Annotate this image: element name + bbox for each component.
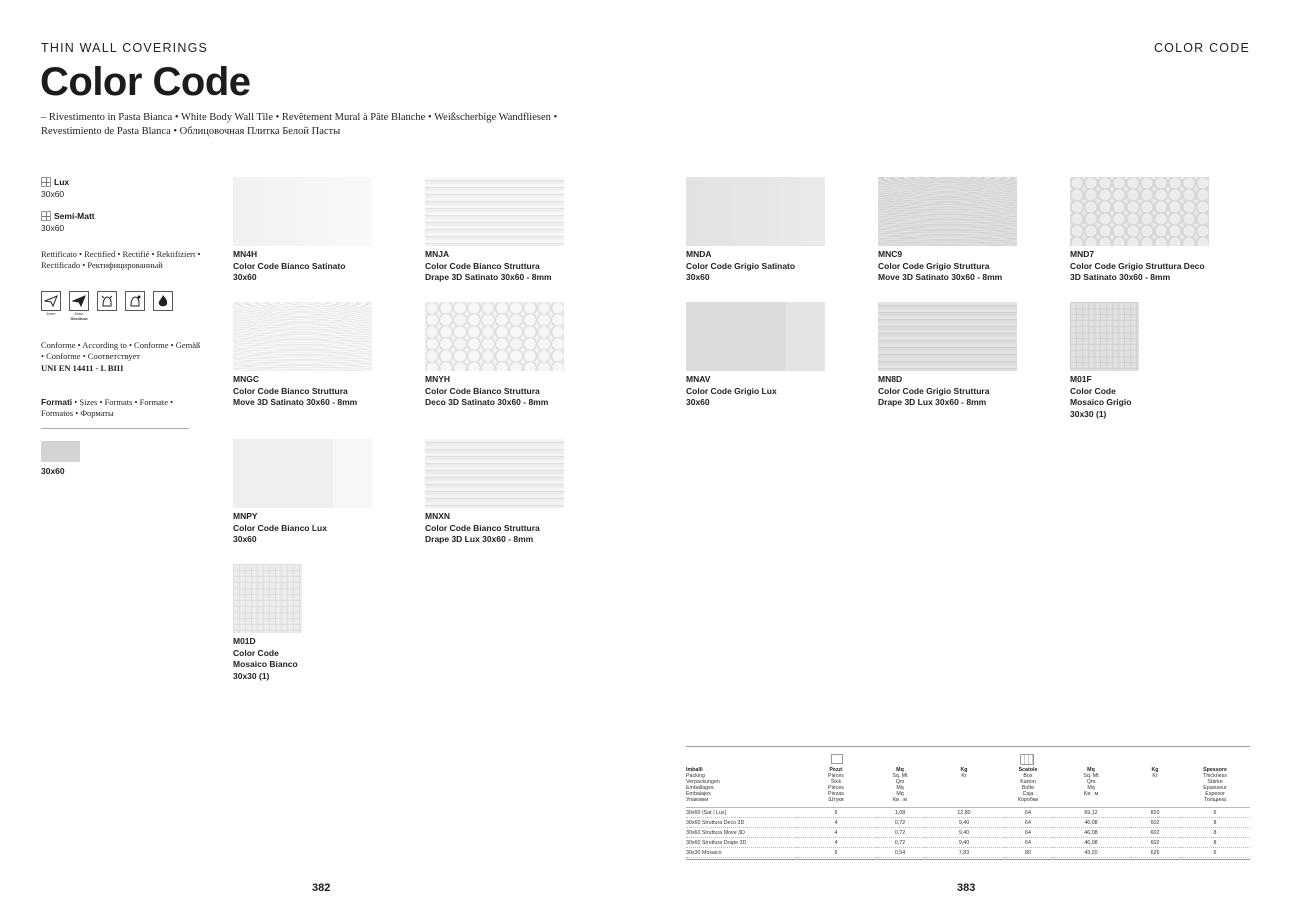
product-desc: 30x60 [686, 272, 710, 282]
table-cell: 4 [796, 828, 876, 838]
product-card[interactable] [233, 564, 302, 682]
table-cell: 30x30 Mosaico [686, 848, 796, 858]
tile-swatch [1070, 302, 1139, 371]
table-cell: 43,20 [1052, 848, 1130, 858]
header-sub: Mq [1087, 785, 1095, 791]
header-cell [924, 767, 1004, 803]
finish-name: Semi-Matt [54, 211, 95, 221]
product-card[interactable] [878, 302, 1017, 409]
product-desc: Color Code Grigio Struttura Deco [1070, 260, 1205, 271]
format-swatch-label: 30x60 [41, 466, 65, 476]
page-subtitle: – Rivestimento in Pasta Bianca • White Body Wall Tile • Revêtement Mural à Pâte Blanche • Weißscherbige Wandfliesen • Revestimiento de Pasta Blanca • Облицовочная Плитка Белой Пасты [41, 112, 558, 137]
table-cell: 9,40 [924, 828, 1004, 838]
header-sub: Thickness [1203, 773, 1227, 779]
product-code: MNAV [686, 374, 711, 384]
product-card[interactable] [878, 177, 1017, 284]
product-code: MNYH [425, 374, 451, 384]
page-number-right: 383 [957, 882, 976, 894]
header-sub: Verpackungen [686, 779, 720, 785]
header-sub: Qm [895, 779, 905, 785]
feature-icons [41, 291, 173, 321]
table-cell: 820 [1130, 808, 1180, 818]
product-card[interactable] [1070, 302, 1139, 420]
product-card[interactable] [233, 439, 372, 546]
tile-swatch [686, 302, 825, 371]
header-sub: Packing [686, 773, 705, 779]
header-sub: Boîte [1021, 785, 1035, 791]
product-card[interactable] [686, 302, 825, 409]
finish-icon [41, 177, 51, 187]
header-cell [1180, 767, 1250, 803]
table-cell: 64 [1004, 838, 1052, 848]
table-cell: 30x60 (Sat / Lux) [686, 808, 796, 818]
product-card[interactable] [425, 439, 564, 546]
tile-swatch [425, 439, 564, 508]
finish-size: 30x60 [41, 189, 65, 199]
finish-size: 30x60 [41, 223, 65, 233]
header-sub: Коробки [1017, 797, 1039, 803]
product-desc: Move 3D Satinato 30x60 - 8mm [233, 397, 358, 407]
table-cell: 6 [1180, 808, 1250, 818]
table-top-rule [686, 746, 1250, 747]
table-cell: 6 [796, 808, 876, 818]
icon-subcaption: Struttura [70, 316, 88, 321]
product-desc: Color Code Grigio Struttura [878, 260, 990, 271]
table-cell: 602 [1130, 828, 1180, 838]
product-desc: Drape 3D Lux 30x60 - 8mm [878, 397, 987, 407]
header-cell [876, 767, 924, 803]
product-code: MNXN [425, 511, 451, 521]
tile-swatch [878, 302, 1017, 371]
product-desc: 30x60 [686, 397, 710, 407]
product-desc: Color Code Grigio Satinato [686, 260, 796, 271]
box-pack-icon [1020, 754, 1034, 765]
table-cell: 6 [796, 848, 876, 858]
header-main: Scatole [1018, 767, 1038, 773]
product-desc: Color Code Bianco Struttura [425, 522, 540, 533]
product-desc: Color Code Grigio Struttura [878, 385, 990, 396]
header-cell [1052, 767, 1130, 803]
table-cell: 7,83 [924, 848, 1004, 858]
format-swatch [41, 441, 80, 462]
table-cell: 8 [1180, 828, 1250, 838]
table-cell: 30x60 Struttura Drape 3D [686, 838, 796, 848]
header-cell [796, 767, 876, 803]
product-desc: Drape 3D Satinato 30x60 - 8mm [425, 272, 552, 282]
product-desc: 30x60 [233, 534, 257, 544]
product-desc: 30x30 (1) [233, 670, 270, 681]
header-main: Kg [960, 767, 968, 773]
header-sub: Sq. Mt [892, 773, 908, 779]
product-desc: Color Code Bianco Struttura [425, 260, 540, 271]
fire-resistance-icon [153, 291, 173, 311]
table-cell: 64 [1004, 808, 1052, 818]
header-sub: Stärke [1207, 779, 1223, 785]
table-cell: 80 [1004, 848, 1052, 858]
product-card[interactable] [233, 302, 372, 409]
section-label-right: COLOR CODE [1153, 41, 1250, 55]
norm-text: UNI EN 14411 - L BIII [41, 363, 124, 373]
finish-lux [41, 177, 69, 199]
product-card[interactable] [686, 177, 825, 284]
product-desc: Deco 3D Satinato 30x60 - 8mm [425, 397, 549, 407]
product-code: MND7 [1070, 249, 1095, 259]
table-cell: 12,80 [924, 808, 1004, 818]
table-cell: 0,54 [876, 848, 924, 858]
formats-rest: • Sizes • Formats • Formate • Formatos • Форматы [41, 397, 174, 418]
product-desc: 3D Satinato 30x60 - 8mm [1070, 272, 1171, 282]
table-cell: 9,40 [924, 838, 1004, 848]
header-sub: Stck [830, 779, 842, 785]
product-desc: 30x60 [233, 272, 257, 282]
header-main: Pezzi [829, 767, 843, 773]
icon-caption: 6mm [46, 311, 56, 316]
table-cell: 4 [796, 838, 876, 848]
table-cell: 1,08 [876, 808, 924, 818]
header-sub: Упаковки [686, 797, 709, 803]
product-desc: Move 3D Satinato 30x60 - 8mm [878, 272, 1003, 282]
header-sub: Штуки [828, 797, 844, 803]
product-desc: Mosaico Grigio [1070, 397, 1132, 407]
header-cell [1130, 767, 1180, 803]
header-sub: Kr [1152, 773, 1158, 779]
header-sub: Embalajes [686, 791, 711, 797]
product-card[interactable] [425, 302, 564, 409]
table-header-row [686, 767, 1250, 803]
product-desc: Color Code Bianco Struttura [233, 385, 348, 396]
table-cell: 8 [1180, 818, 1250, 828]
tile-swatch [1070, 177, 1209, 246]
header-sub: Piezas [828, 791, 844, 797]
page-number-left: 382 [312, 882, 331, 894]
header-sub: Caja [1022, 791, 1034, 797]
finish-name: Lux [54, 177, 70, 187]
product-code: MNC9 [878, 249, 903, 259]
header-sub: Espesor [1205, 791, 1225, 797]
table-row [686, 828, 1250, 838]
product-desc: Color Code Bianco Lux [233, 522, 327, 533]
product-desc: Color Code Grigio Lux [686, 385, 777, 396]
table-cell: 6 [1180, 848, 1250, 858]
tile-swatch [233, 302, 372, 371]
header-main: Mq [1087, 767, 1095, 773]
product-desc: Color Code Bianco Satinato [233, 260, 346, 271]
tile-swatch [233, 439, 372, 508]
header-main: Spessore [1203, 767, 1227, 773]
tile-swatch [233, 564, 302, 633]
product-code: M01F [1070, 374, 1092, 384]
table-cell: 4 [796, 818, 876, 828]
table-cell: 602 [1130, 818, 1180, 828]
table-cell: 626 [1130, 848, 1180, 858]
finish-icon [41, 211, 51, 221]
header-sub: Mq [896, 791, 904, 797]
product-desc: Drape 3D Lux 30x60 - 8mm [425, 534, 534, 544]
section-label: THIN WALL COVERINGS [41, 41, 209, 55]
product-card[interactable] [425, 177, 564, 284]
header-sub: Kв . м [1083, 791, 1099, 797]
header-main: Kg [1151, 767, 1159, 773]
product-code: MNPY [233, 511, 258, 521]
tile-swatch [686, 177, 825, 246]
table-row [686, 848, 1250, 858]
packing-table [686, 767, 1250, 858]
header-sub: Kr [961, 773, 967, 779]
rectified-text: Rettificato • Rectified • Rectifié • Rektifiziert • Rectificado • Ректифицированный [41, 249, 201, 270]
table-cell: 69,12 [1052, 808, 1130, 818]
product-desc: Color Code [1070, 385, 1116, 396]
finish-semi-matt [41, 211, 95, 233]
product-code: MN8D [878, 374, 903, 384]
conforme-text: Conforme • According to • Conforme • Gemäß • Conforme • Соответствует [41, 340, 201, 361]
header-sub: Epaisseur [1203, 785, 1227, 791]
product-code: MNJA [425, 249, 450, 259]
tile-swatch [878, 177, 1017, 246]
product-code: MNGC [233, 374, 259, 384]
table-cell: 46,08 [1052, 828, 1130, 838]
header-sub: Sq. Mt [1083, 773, 1099, 779]
table-cell: 602 [1130, 838, 1180, 848]
table-cell: 0,72 [876, 828, 924, 838]
table-row [686, 818, 1250, 828]
product-card[interactable] [233, 177, 372, 284]
header-cell [1004, 767, 1052, 803]
product-desc: Mosaico Bianco [233, 659, 298, 669]
header-sub: Box [1023, 773, 1033, 779]
header-cell [686, 767, 796, 803]
header-sub: Qm [1086, 779, 1096, 785]
product-code: MN4H [233, 249, 258, 259]
tile-swatch [425, 177, 564, 246]
tile-swatch [425, 302, 564, 371]
divider [41, 428, 189, 429]
thickness-8mm-icon [69, 291, 89, 311]
stain-resistance-icon [125, 291, 145, 311]
table-cell: 46,08 [1052, 818, 1130, 828]
product-code: MNDA [686, 249, 712, 259]
table-row [686, 838, 1250, 848]
header-main: Imballi [686, 767, 703, 773]
header-sub: Mq [896, 785, 904, 791]
table-cell: 8 [1180, 838, 1250, 848]
table-bottom-rule [686, 859, 1250, 860]
header-sub: Pièces [828, 785, 844, 791]
product-desc: Color Code Bianco Struttura [425, 385, 540, 396]
tile-pack-icon [831, 754, 843, 764]
header-sub: Кв . м [893, 797, 907, 803]
header-sub: Pieces [828, 773, 844, 779]
formats-text [41, 397, 201, 419]
product-desc: 30x30 (1) [1070, 408, 1107, 419]
table-cell: 30x60 Struttura Move 3D [686, 828, 796, 838]
product-card[interactable] [1070, 177, 1209, 284]
header-sub: Emballages [686, 785, 714, 791]
header-main: Mq [896, 767, 904, 773]
table-cell: 0,72 [876, 838, 924, 848]
table-cell: 9,40 [924, 818, 1004, 828]
table-cell: 64 [1004, 818, 1052, 828]
page-title: Color Code [40, 60, 251, 104]
formats-label: Formati [41, 397, 73, 407]
frost-resistance-icon [97, 291, 117, 311]
header-sub: Толщина [1204, 797, 1226, 803]
header-sub: Karton [1020, 779, 1036, 785]
table-row [686, 808, 1250, 818]
product-code: M01D [233, 636, 256, 646]
table-cell: 64 [1004, 828, 1052, 838]
table-cell: 46,08 [1052, 838, 1130, 848]
product-desc: Color Code [233, 647, 279, 658]
icon-caption: 8mm [74, 311, 84, 316]
table-cell: 30x60 Struttura Deco 3D [686, 818, 796, 828]
table-cell: 0,72 [876, 818, 924, 828]
tile-swatch [233, 177, 372, 246]
thickness-6mm-icon [41, 291, 61, 311]
